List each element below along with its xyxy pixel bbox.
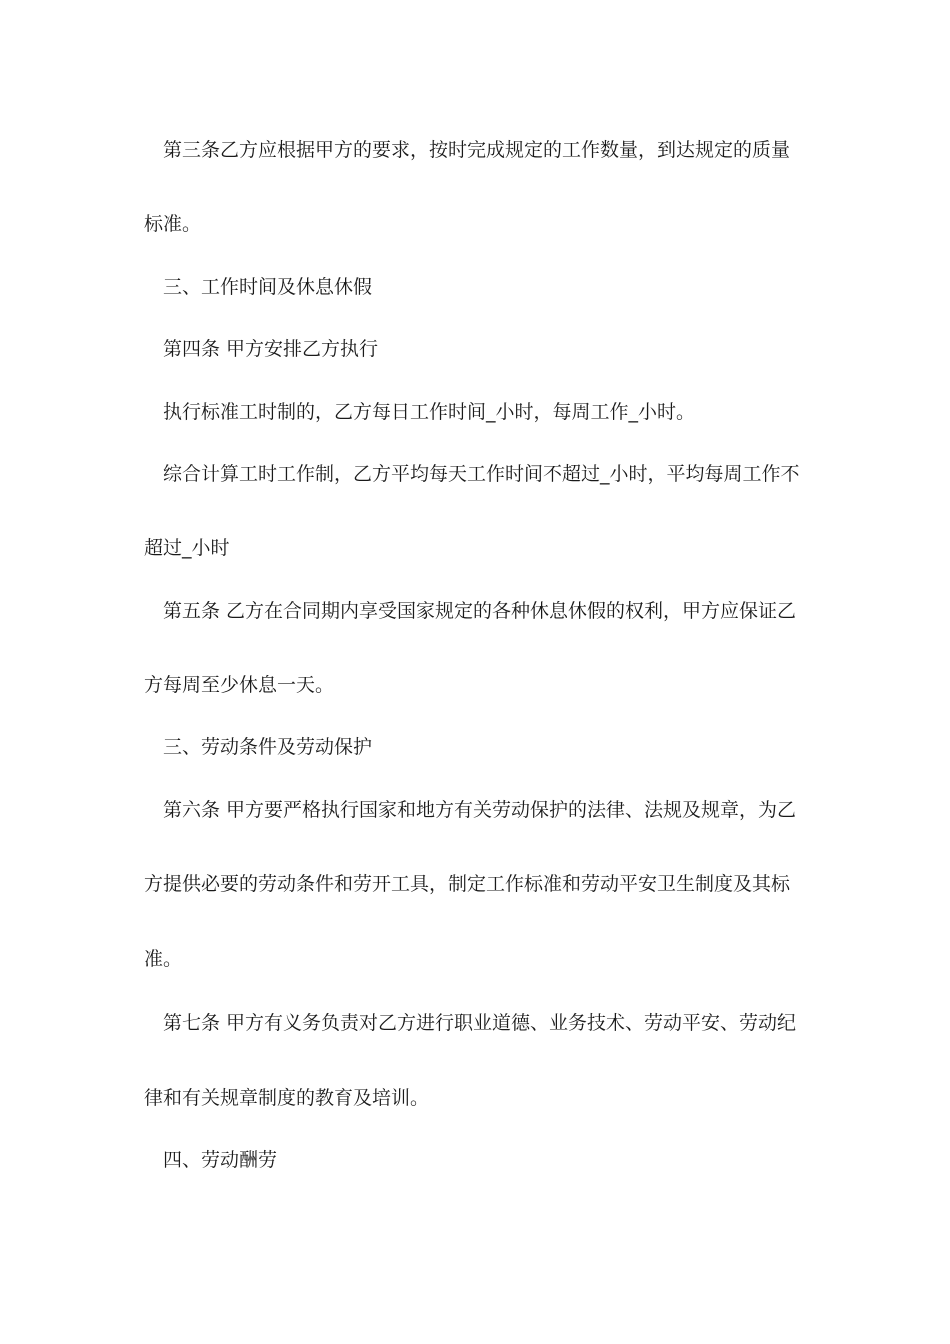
article-7-line-1: 第七条 甲方有义务负责对乙方进行职业道德、业务技术、劳动平安、劳动纪 [163, 1012, 797, 1034]
article-4-comprehensive-line-1: 综合计算工时工作制，乙方平均每天工作时间不超过_小时，平均每周工作不 [163, 463, 800, 485]
article-5-line-1: 第五条 乙方在合同期内享受国家规定的各种休息休假的权利，甲方应保证乙 [163, 600, 797, 622]
article-3-line-1: 第三条乙方应根据甲方的要求，按时完成规定的工作数量，到达规定的质量 [163, 139, 791, 161]
article-4-standard-hours: 执行标准工时制的，乙方每日工作时间_小时，每周工作_小时。 [163, 401, 696, 423]
article-6-line-2: 方提供必要的劳动条件和劳开工具，制定工作标准和劳动平安卫生制度及其标 [144, 873, 791, 895]
article-4-heading: 第四条 甲方安排乙方执行 [163, 338, 379, 360]
article-6-line-1: 第六条 甲方要严格执行国家和地方有关劳动保护的法律、法规及规章，为乙 [163, 799, 797, 821]
section-heading-work-hours: 三、工作时间及休息休假 [163, 276, 373, 298]
section-heading-remuneration: 四、劳动酬劳 [163, 1149, 278, 1171]
article-3-line-2: 标准。 [144, 213, 202, 235]
article-4-comprehensive-line-2: 超过_小时 [144, 537, 230, 559]
section-heading-labor-conditions: 三、劳动条件及劳动保护 [163, 736, 373, 758]
article-7-line-2: 律和有关规章制度的教育及培训。 [144, 1087, 430, 1109]
article-6-line-3: 准。 [144, 948, 183, 970]
article-5-line-2: 方每周至少休息一天。 [144, 674, 335, 696]
